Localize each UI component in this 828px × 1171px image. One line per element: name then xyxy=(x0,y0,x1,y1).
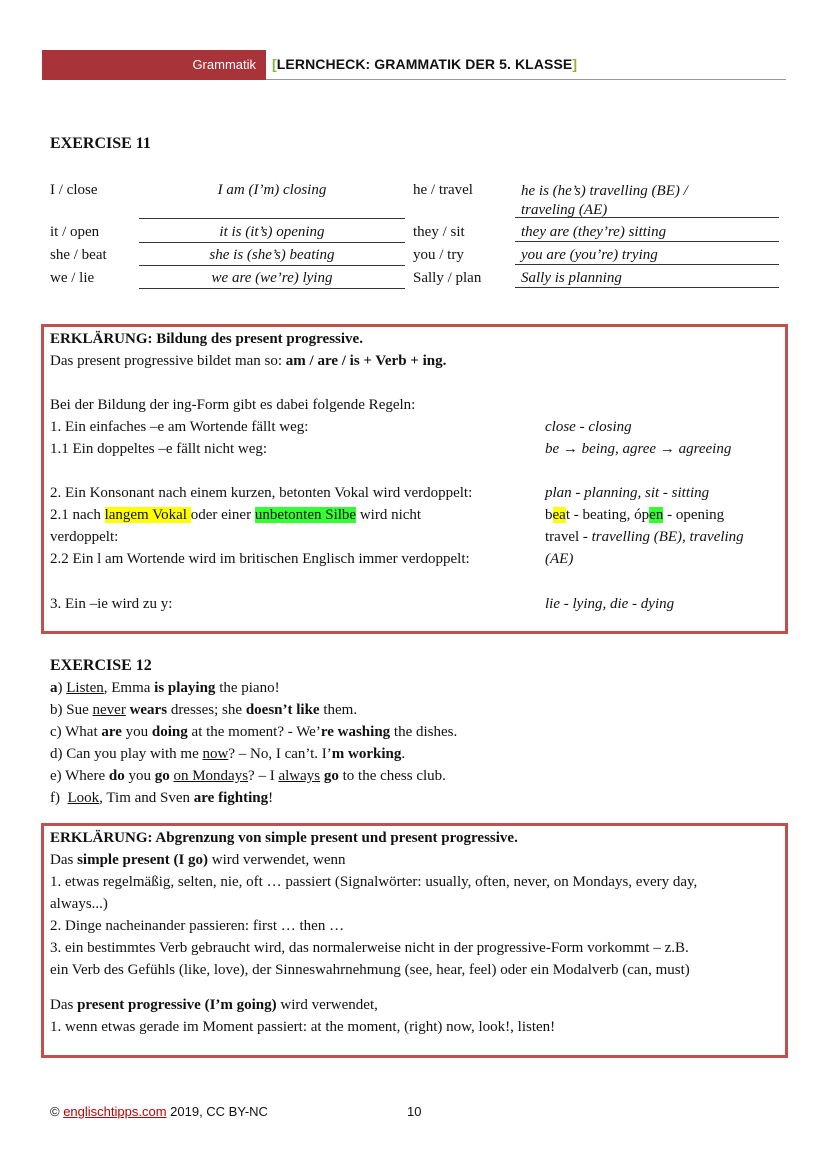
text-span: ) xyxy=(57,680,67,696)
text-span: simple present (I go) xyxy=(77,852,209,868)
text-span: b xyxy=(545,507,553,523)
explanation-box-1 xyxy=(41,324,788,634)
signal-word: now xyxy=(202,746,229,762)
ex11-prompt: he / travel xyxy=(413,182,473,198)
footer-copyright xyxy=(50,1104,268,1119)
text-span: wird nicht xyxy=(356,507,422,523)
signal-word: on Mondays xyxy=(173,768,249,784)
ex11-prompt: they / sit xyxy=(413,224,465,240)
text-span: e) Where xyxy=(50,768,109,784)
ex11-answer: we are (we’re) lying xyxy=(139,270,405,289)
box2-progressive-intro xyxy=(50,997,378,1014)
text-span: . xyxy=(401,746,406,762)
ex11-answer: you are (you’re) trying xyxy=(515,247,779,265)
verb-form: do xyxy=(108,768,125,784)
ex12-item-c xyxy=(50,724,457,741)
ex12-item-a xyxy=(50,680,280,697)
text-span: the piano! xyxy=(215,680,280,696)
ex11-answer: it is (it’s) opening xyxy=(139,224,405,243)
ex11-prompt: you / try xyxy=(413,247,464,263)
ex11-prompt: Sally / plan xyxy=(413,270,482,286)
box1-rule-2-1 xyxy=(50,507,421,524)
text-span: ! xyxy=(268,790,274,806)
text-span: Das xyxy=(50,852,78,868)
ex11-prompt: she / beat xyxy=(50,247,107,263)
text-span: 2.1 nach xyxy=(50,507,105,523)
box1-rule-2-1-example xyxy=(545,507,724,524)
ex11-answer: Sally is planning xyxy=(515,270,779,288)
verb-form: are fighting xyxy=(193,790,269,806)
text-span: t - beating, óp xyxy=(565,507,650,523)
box1-rule-1: 1. Ein einfaches –e am Wortende fällt weg: xyxy=(50,419,309,435)
ex12-item-e xyxy=(50,768,446,785)
ex12-item-b xyxy=(50,702,357,719)
text-span: ? – I xyxy=(248,768,279,784)
text-span: dresses; she xyxy=(167,702,246,718)
ex11-answer: she is (she’s) beating xyxy=(139,247,405,266)
ex11-answer-text: I am (I’m) closing xyxy=(217,182,327,198)
box2-point-3: 3. ein bestimmtes Verb gebraucht wird, das normalerweise nicht in der progressive-Form vorkommt – z.B. xyxy=(50,940,689,956)
box2-point-3-cont: ein Verb des Gefühls (like, love), der Sinneswahrnehmung (see, hear, feel) oder ein Modalverb (can, must) xyxy=(50,962,690,978)
ex12-item-d xyxy=(50,746,405,763)
box1-intro-text: Das present progressive bildet man so: xyxy=(50,353,286,369)
exercise-11-title: EXERCISE 11 xyxy=(50,135,151,152)
header-title xyxy=(272,56,577,72)
box1-formula: am / are / is + Verb + ing. xyxy=(285,353,447,369)
text-span: b) Sue xyxy=(50,702,93,718)
text-span: a xyxy=(50,680,58,696)
text-span: f) xyxy=(50,790,68,806)
highlight-ea: ea xyxy=(552,507,566,523)
text-span: 2019, CC BY-NC xyxy=(166,1104,268,1119)
box1-title: ERKLÄRUNG: Bildung des present progressive. xyxy=(50,331,363,347)
box2-progressive-point-1: 1. wenn etwas gerade im Moment passiert: at the moment, (right) now, look!, listen! xyxy=(50,1019,556,1035)
highlight-long-vowel: langem Vokal xyxy=(104,507,191,523)
box1-rule-1-1-example: be → being, agree → agreeing xyxy=(545,441,732,457)
box1-rules-intro: Bei der Bildung der ing-Form gibt es dabei folgende Regeln: xyxy=(50,397,416,413)
ex11-answer xyxy=(139,182,405,219)
ex11-answer xyxy=(515,182,779,218)
text-span: at the moment? - We’ xyxy=(187,724,321,740)
text-span: , Emma xyxy=(103,680,155,696)
box1-rule-2-example: plan - planning, sit - sitting xyxy=(545,485,710,501)
text-span: travelling (BE), traveling xyxy=(591,529,744,545)
text-span: oder einer xyxy=(190,507,255,523)
ex11-answer: they are (they’re) sitting xyxy=(515,224,779,242)
ex11-answer-line-2: traveling (AE) xyxy=(521,202,608,218)
text-span: © xyxy=(50,1104,64,1119)
box2-point-2: 2. Dinge nacheinander passieren: first … then … xyxy=(50,918,345,934)
box2-point-1-cont: always...) xyxy=(50,896,108,912)
box1-rule-2-2: 2.2 Ein l am Wortende wird im britischen Englisch immer verdoppelt: xyxy=(50,551,470,567)
text-span: Das xyxy=(50,997,78,1013)
text-span: present progressive (I’m going) xyxy=(77,997,277,1013)
verb-form: doesn’t like xyxy=(245,702,320,718)
verb-form: is playing xyxy=(154,680,216,696)
box1-rule-1-1: 1.1 Ein doppeltes –e fällt nicht weg: xyxy=(50,441,268,457)
signal-word: Look xyxy=(67,790,100,806)
title-bracket-close: ] xyxy=(572,56,578,72)
footer-link[interactable]: englischtipps.com xyxy=(63,1104,167,1119)
title-text: LERNCHECK: GRAMMATIK DER 5. KLASSE xyxy=(276,56,573,72)
header-section-bar xyxy=(42,50,266,80)
header-section-label: Grammatik xyxy=(192,57,256,72)
verb-form: are xyxy=(101,724,122,740)
box1-rule-2-1-cont: verdoppelt: xyxy=(50,529,119,545)
verb-form: wears xyxy=(129,702,168,718)
text-span: travel - xyxy=(545,529,592,545)
box1-rule-2: 2. Ein Konsonant nach einem kurzen, betonten Vokal wird verdoppelt: xyxy=(50,485,473,501)
box1-rule-2-2-example-cont: (AE) xyxy=(545,551,574,567)
ex11-prompt: we / lie xyxy=(50,270,95,286)
text-span: wird verwendet, wenn xyxy=(208,852,346,868)
text-span: - opening xyxy=(663,507,725,523)
verb-form: go xyxy=(154,768,170,784)
text-span: to the chess club. xyxy=(338,768,446,784)
text-span: you xyxy=(121,724,152,740)
ex11-answer-line-1: he is (he’s) travelling (BE) / xyxy=(521,183,688,199)
verb-form: re washing xyxy=(320,724,391,740)
highlight-en: en xyxy=(649,507,664,523)
ex11-prompt: I / close xyxy=(50,182,98,198)
signal-word: Listen xyxy=(66,680,104,696)
text-span: d) Can you play with me xyxy=(50,746,203,762)
text-span: ? – No, I can’t. I’ xyxy=(228,746,332,762)
highlight-unstressed-syllable: unbetonten Silbe xyxy=(254,507,357,523)
box1-rule-1-example: close - closing xyxy=(545,419,632,435)
box2-point-1: 1. etwas regelmäßig, selten, nie, oft … passiert (Signalwörter: usually, often, never, on Mondays, every day, xyxy=(50,874,698,890)
signal-word: never xyxy=(92,702,126,718)
box1-rule-3: 3. Ein –ie wird zu y: xyxy=(50,596,173,612)
text-span: wird verwendet, xyxy=(276,997,378,1013)
box2-title: ERKLÄRUNG: Abgrenzung von simple present und present progressive. xyxy=(50,830,518,846)
title-bracket-open: [ xyxy=(272,56,277,72)
box1-rule-2-2-example xyxy=(545,529,744,546)
text-span: you xyxy=(124,768,155,784)
text-span: , Tim and Sven xyxy=(99,790,194,806)
exercise-12-title: EXERCISE 12 xyxy=(50,657,152,674)
page-number: 10 xyxy=(407,1104,422,1119)
verb-form: m working xyxy=(331,746,402,762)
signal-word: always xyxy=(278,768,321,784)
box2-simple-present-intro xyxy=(50,852,346,869)
verb-form: doing xyxy=(151,724,188,740)
text-span: the dishes. xyxy=(390,724,458,740)
text-span: c) What xyxy=(50,724,102,740)
box1-intro xyxy=(50,353,446,370)
text-span: them. xyxy=(319,702,358,718)
verb-form: go xyxy=(323,768,339,784)
header-divider xyxy=(266,79,786,80)
box1-rule-3-example: lie - lying, die - dying xyxy=(545,596,675,612)
ex11-prompt: it / open xyxy=(50,224,100,240)
ex12-item-f xyxy=(50,790,273,807)
